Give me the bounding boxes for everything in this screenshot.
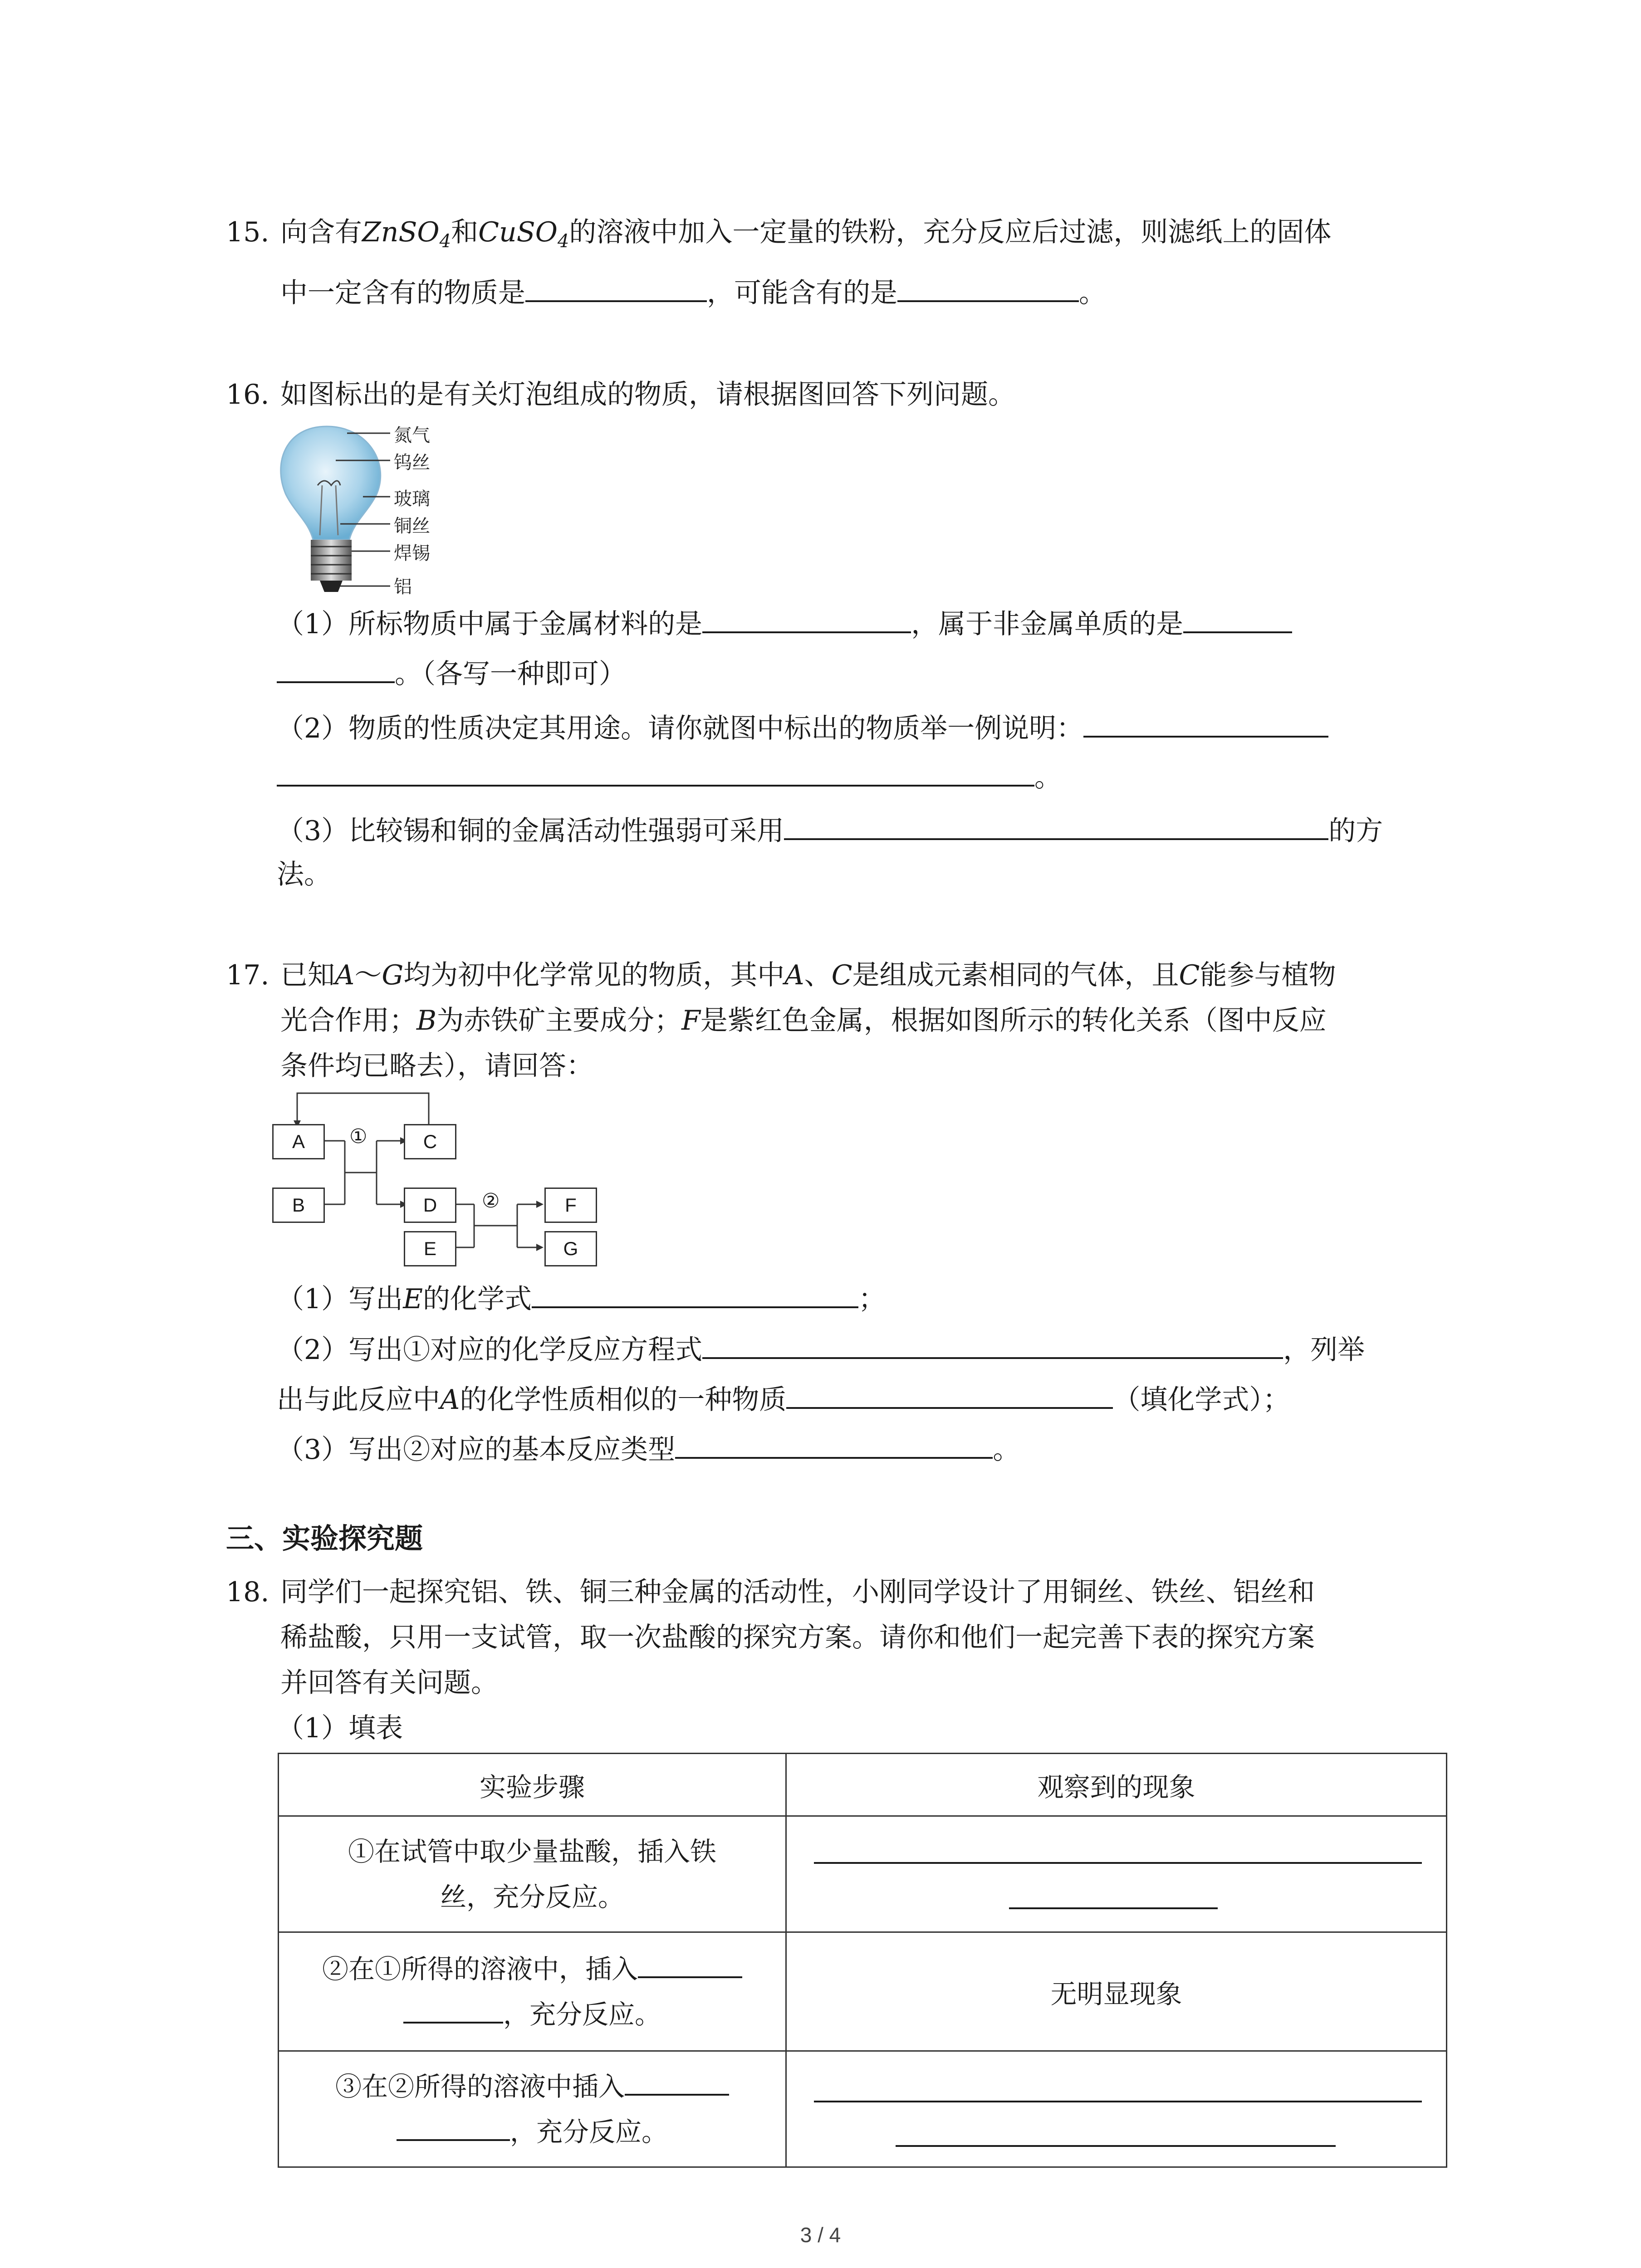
diagram-box-a: A bbox=[272, 1124, 325, 1159]
bulb-label-copper: 铜丝 bbox=[394, 516, 430, 537]
table-header-step: 实验步骤 bbox=[279, 1754, 786, 1816]
diagram-box-e: E bbox=[404, 1231, 456, 1266]
q15-line1 bbox=[280, 214, 1331, 250]
bulb-label-solder: 焊锡 bbox=[394, 543, 430, 564]
q16-p2-a: （2）物质的性质决定其用途。请你就图中标出的物质举一例说明： bbox=[277, 713, 1084, 744]
q18-number: 18. bbox=[226, 1576, 269, 1608]
q15-text-a: 向含有 bbox=[280, 216, 362, 248]
q16-p1-blank-2b[interactable] bbox=[277, 653, 395, 683]
q16-p1-blank-2[interactable] bbox=[1183, 603, 1292, 633]
row2-step-blank-a[interactable] bbox=[638, 1948, 742, 1978]
q16-p2-b: 。 bbox=[1034, 762, 1062, 793]
row2-step-blank-b[interactable] bbox=[403, 1994, 503, 2024]
bulb-label-aluminum: 铝 bbox=[394, 577, 412, 597]
diagram-box-f: F bbox=[544, 1188, 597, 1223]
q17-number: 17. bbox=[226, 959, 269, 991]
row3-step-blank-a[interactable] bbox=[625, 2066, 729, 2096]
q17-p2-line2: 出与此反应中A的化学性质相似的一种物质 （填化学式）； bbox=[277, 1379, 1290, 1418]
q18-line2: 稀盐酸，只用一支试管，取一次盐酸的探究方案。请你和他们一起完善下表的探究方案 bbox=[280, 1622, 1315, 1653]
bulb-label-nitrogen: 氮气 bbox=[394, 425, 430, 446]
q15-line2-b: ，可能含有的是 bbox=[707, 277, 897, 309]
q15-line2-c: 。 bbox=[1079, 277, 1106, 309]
q17-p1-blank[interactable] bbox=[532, 1278, 858, 1308]
q16-p1-line1 bbox=[277, 603, 1292, 642]
row1-obs-blank-2[interactable] bbox=[1009, 1907, 1218, 1909]
q16-p2-blank-a[interactable] bbox=[1083, 708, 1328, 738]
table-row-3 bbox=[279, 2051, 1447, 2167]
row2-step-line1: ②在①所得的溶液中，插入 bbox=[279, 1946, 785, 1992]
row3-step-blank-b[interactable] bbox=[397, 2111, 510, 2141]
q16-p3-line2: 法。 bbox=[277, 859, 331, 890]
bulb-label-tungsten: 钨丝 bbox=[394, 452, 430, 473]
q18-line3: 并回答有关问题。 bbox=[280, 1667, 498, 1699]
table-row-2 bbox=[279, 1932, 1447, 2051]
section-title: 三、实验探究题 bbox=[226, 1522, 423, 1555]
q15-text-b: 和 bbox=[451, 216, 479, 248]
q16-p3-line1 bbox=[277, 810, 1383, 849]
q16-p1-line2 bbox=[277, 653, 626, 692]
q16-p3-a: （3）比较锡和铜的金属活动性强弱可采用 bbox=[277, 815, 784, 847]
diagram-reaction-2: ② bbox=[482, 1189, 500, 1212]
row1-step-line1: ①在试管中取少量盐酸，插入铁 bbox=[348, 1836, 716, 1867]
q17-line1: 已知A～G均为初中化学常见的物质，其中A、C是组成元素相同的气体，且C能参与植物 bbox=[280, 959, 1336, 991]
table-row-1 bbox=[279, 1816, 1447, 1932]
q15-line2-a: 中一定含有的物质是 bbox=[280, 277, 525, 309]
row1-obs-blank-1[interactable] bbox=[814, 1862, 1422, 1864]
q15-blank-2[interactable] bbox=[897, 272, 1079, 302]
q16-p3-blank[interactable] bbox=[784, 810, 1328, 840]
row1-step-line2: 丝，充分反应。 bbox=[440, 1881, 624, 1912]
q16-p2-line1 bbox=[277, 708, 1328, 747]
row3-obs-blank-1[interactable] bbox=[814, 2101, 1422, 2102]
q15-line2 bbox=[280, 272, 1106, 311]
row3-step-line2: ，充分反应。 bbox=[279, 2109, 785, 2155]
q16-p1-b: ，属于非金属单质的是 bbox=[911, 608, 1184, 640]
q15-blank-1[interactable] bbox=[525, 272, 707, 302]
row2-observation: 无明显现象 bbox=[786, 1932, 1447, 2051]
diagram-box-d: D bbox=[404, 1188, 456, 1223]
q17-line2: 光合作用；B为赤铁矿主要成分；F是紫红色金属，根据如图所示的转化关系（图中反应 bbox=[280, 1005, 1327, 1036]
q18-sub1: （1）填表 bbox=[277, 1712, 403, 1744]
diagram-reaction-1: ① bbox=[349, 1125, 367, 1148]
q16-p1-c: 。（各写一种即可） bbox=[395, 658, 626, 690]
q17-line3: 条件均已略去），请回答： bbox=[280, 1050, 593, 1082]
diagram-box-g: G bbox=[544, 1231, 597, 1266]
q17-p2-blank-1[interactable] bbox=[702, 1329, 1283, 1359]
bulb-label-glass: 玻璃 bbox=[394, 489, 430, 509]
q15-chem-znso4: ZnSO$_4$ bbox=[362, 216, 451, 252]
q15-number: 15. bbox=[226, 216, 269, 248]
q16-number: 16. bbox=[226, 379, 269, 411]
q16-p1-a: （1）所标物质中属于金属材料的是 bbox=[277, 608, 703, 640]
q18-line1: 同学们一起探究铝、铁、铜三种金属的活动性，小刚同学设计了用铜丝、铁丝、铝丝和 bbox=[280, 1576, 1315, 1608]
page-number: 3 / 4 bbox=[800, 2223, 841, 2247]
q17-p1: （1）写出E的化学式 ； bbox=[277, 1278, 886, 1317]
q16-p3-b: 的方 bbox=[1328, 815, 1383, 847]
table-header-observation: 观察到的现象 bbox=[786, 1754, 1447, 1816]
q16-p2-line2 bbox=[277, 757, 1062, 796]
row3-step-line1: ③在②所得的溶液中插入 bbox=[279, 2064, 785, 2109]
diagram-box-b: B bbox=[272, 1188, 325, 1223]
q17-p2-line1: （2）写出①对应的化学反应方程式 ，列举 bbox=[277, 1329, 1365, 1368]
q17-p2-blank-2[interactable] bbox=[786, 1379, 1113, 1409]
q15-text-c: 的溶液中加入一定量的铁粉，充分反应后过滤，则滤纸上的固体 bbox=[569, 216, 1332, 248]
experiment-table bbox=[278, 1753, 1447, 2168]
row3-obs-blank-2[interactable] bbox=[896, 2145, 1336, 2147]
light-bulb-figure bbox=[272, 417, 472, 599]
q15-chem-cuso4: CuSO$_4$ bbox=[478, 216, 569, 252]
q16-intro: 如图标出的是有关灯泡组成的物质，请根据图回答下列问题。 bbox=[280, 379, 1015, 411]
q16-p1-blank-1[interactable] bbox=[702, 603, 911, 633]
q17-p3: （3）写出②对应的基本反应类型 。 bbox=[277, 1429, 1020, 1468]
row2-step-line2: ，充分反应。 bbox=[279, 1992, 785, 2037]
q16-p2-blank-b[interactable] bbox=[277, 757, 1034, 787]
q17-p3-blank[interactable] bbox=[675, 1429, 993, 1459]
diagram-box-c: C bbox=[404, 1124, 456, 1159]
